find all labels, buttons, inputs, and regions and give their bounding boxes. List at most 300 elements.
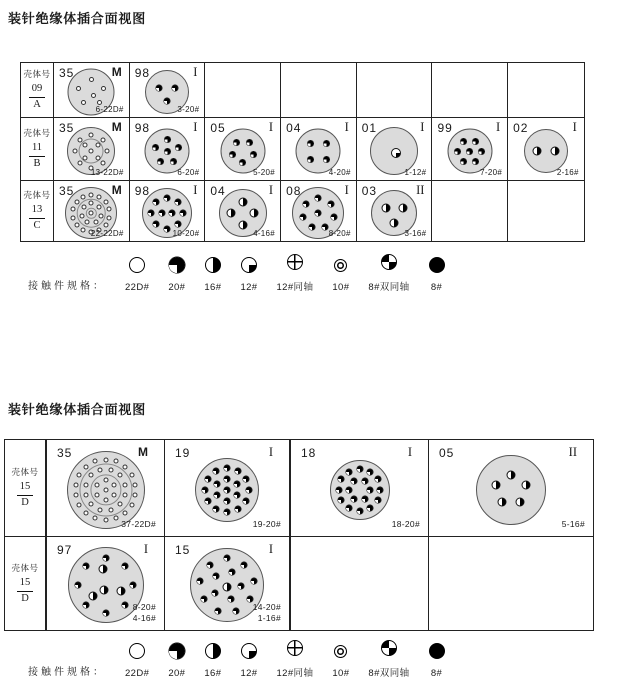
legend-label: 接触件规格： [28,281,106,292]
pin-p [205,476,211,482]
pin-o [89,77,94,82]
pin-o [118,473,123,478]
coax12-symbol-icon [287,254,303,270]
pin-p [346,505,352,511]
pin-o [85,220,90,225]
shell-label: 壳体号 [23,128,51,139]
pin-o [73,493,78,498]
pin-p [338,476,344,482]
pin-p [300,214,306,220]
empty-cell [432,63,508,118]
shell-number: 15 [17,577,34,592]
legend-item-label: 10# [332,282,350,293]
pin-o [95,155,100,160]
pin-o [123,493,128,498]
legend-item [125,643,149,679]
class-mark: M [111,183,122,197]
connector-cell [205,181,281,241]
pin-o [81,194,86,199]
connector-cell [429,440,593,537]
pin-o [112,482,117,487]
connector-cell [54,181,130,241]
pin-p [214,492,220,498]
insert-code: 05 [439,446,455,460]
legend-item [125,257,149,293]
pin-h [398,204,407,213]
pin-o [123,482,128,487]
legend-item-label: 8#双同轴 [368,668,410,679]
connector-cell [47,537,165,630]
pin-o [123,464,128,469]
pin-count-caption [404,168,426,178]
caption-line: 18-20# [391,518,420,529]
insert-code: 18 [301,446,317,460]
pin-o [89,133,94,138]
pin-p [336,487,342,493]
pin-count-caption [562,519,585,530]
pin-o [108,468,113,473]
insert-code: 03 [361,184,378,198]
insert-code: 98 [134,66,151,80]
pin-p [157,158,163,164]
connector-cell [205,118,281,181]
pin-p [235,506,241,512]
pin-p [103,555,109,561]
insert-code: 08 [286,184,302,198]
empty-cell [508,63,584,118]
pin-p [159,210,165,216]
pin-p [233,608,239,614]
coax12-symbol-icon [287,640,303,656]
pin-p [224,555,230,561]
dcoax8-symbol-icon [381,640,397,656]
pin-h [507,470,516,479]
pin-p [215,608,221,614]
pin-p [246,487,252,493]
legend-label: 接触件规格： [28,667,106,678]
pin-p [213,506,219,512]
legend-item-label: 22D# [125,282,150,293]
shell-header-cell [5,440,47,537]
pin-o [94,482,99,487]
pin-p [175,145,181,151]
s20-symbol-icon [169,257,185,273]
pin-p [224,465,230,471]
insert-code: 98 [134,121,151,135]
legend-item-label: 22D# [125,668,150,679]
shell-number-fraction [17,481,34,509]
caption-line: 7-20# [480,167,503,177]
insert-face-diagram [330,460,390,520]
pin-o [83,143,88,148]
pin-p [224,487,230,493]
pin-count-caption [253,168,275,178]
pin-p [212,590,218,596]
pin-h [117,587,126,596]
legend-item-label: 10# [332,668,350,679]
class-mark: M [111,65,122,79]
pin-p [309,224,315,230]
pin-o [100,138,105,143]
pin-count-caption [253,519,281,530]
shell-number-fraction [17,577,34,605]
insert-code: 98 [134,184,151,198]
pin-p [315,195,321,201]
shell-letter: D [21,497,29,508]
shell-number-fraction [29,142,45,170]
caption-line: 5-16# [561,518,585,529]
legend-item-label: 20# [168,668,186,679]
pin-p [243,498,249,504]
section2-title: 装针绝缘体插合面视图 [8,402,147,417]
shell-label: 壳体号 [11,467,39,478]
pin-count-caption [133,602,156,624]
pin-o [103,518,108,523]
pin-o [89,201,94,206]
pin-h [515,498,524,507]
pin-h [238,220,247,229]
pin-o [101,86,106,91]
pin-o [103,498,108,503]
pin-o [105,149,110,154]
pin-p [180,210,186,216]
shell-header-cell [21,118,54,181]
pin-p [75,582,81,588]
legend-item-label: 20# [168,282,186,293]
legend-item-label: 16# [204,668,222,679]
pin-o [88,502,93,507]
caption-line: 4-16# [132,612,156,623]
pin-o [83,482,88,487]
connector-cell [130,118,206,181]
pin-count-caption [173,229,200,239]
insert-code: 04 [210,184,226,198]
class-mark: II [568,445,577,459]
caption-line: 8-20# [328,228,351,238]
pin-p [213,573,219,579]
connector-cell [54,118,130,181]
pin-p [228,596,234,602]
pin-p [175,199,181,205]
pin-h [550,147,559,156]
caption-line: 6-20# [177,167,200,177]
pin-count-caption [177,168,199,178]
pin-p [148,210,154,216]
legend-item-label: 12# [240,668,258,679]
insert-table-2 [4,439,594,631]
pin-o [71,207,76,212]
insert-code: 35 [57,446,73,460]
legend-item-label: 8#双同轴 [368,282,410,293]
pin-p [214,481,220,487]
pin-o [77,138,82,143]
shell-letter: D [21,592,29,604]
class-mark: I [572,120,577,134]
pin-o [81,205,86,210]
s16-symbol-icon [205,257,221,273]
caption-line: 22-22D# [90,228,124,238]
pin-p [235,468,241,474]
pin-p [164,148,170,154]
pin-p [233,139,239,145]
pin-p [224,498,230,504]
pin-o [108,507,113,512]
pin-o [71,215,76,220]
insert-face-diagram [195,458,259,522]
connector-cell [130,63,206,118]
pin-o [79,213,84,218]
class-mark: I [268,183,274,197]
connector-cell [432,118,508,181]
pin-count-caption [177,105,199,115]
pin-o [83,155,88,160]
shell-number: 11 [29,142,45,157]
shell-header-cell [5,537,47,630]
pin-o [83,464,88,469]
pin-h [98,564,107,573]
pin-p [473,138,479,144]
pin-o [73,482,78,487]
shell-label: 壳体号 [23,69,51,80]
pin-p [367,487,373,493]
pin-o [103,457,108,462]
insert-code: 97 [57,543,73,557]
class-mark: I [193,65,198,79]
empty-cell [508,181,584,241]
pin-p [130,582,136,588]
class-mark: I [143,542,148,556]
legend-item [368,254,409,293]
pin-p [367,505,373,511]
legend-item-label: 8# [430,282,443,293]
pin-p [224,476,230,482]
pin-o [129,472,134,477]
pin-p [164,226,170,232]
pin-p [346,469,352,475]
pin-o [100,160,105,165]
pin-count-caption [96,105,124,115]
pin-o [95,143,100,148]
pin-o [74,222,79,227]
empty-cell [291,537,429,630]
caption-line: 6-22D# [95,104,124,114]
pin-p [473,159,479,165]
pin-o [93,516,98,521]
shell-header-cell [21,181,54,241]
pin-p [234,481,240,487]
pin-o [103,477,108,482]
legend-item [332,259,349,293]
insert-code: 35 [59,66,75,80]
pin-p [197,578,203,584]
s10-symbol-icon [334,259,347,272]
insert-code: 19 [175,446,191,460]
pin-count-caption [253,229,275,239]
empty-cell [432,181,508,241]
pin-p [357,508,363,514]
pin-p [308,156,314,162]
caption-line: 37-22D# [121,518,156,529]
insert-code: 35 [59,184,75,198]
pin-p [362,478,368,484]
class-mark: I [420,120,425,134]
class-mark: I [495,120,501,134]
pin-o [89,192,94,197]
pin-count-caption [91,229,124,239]
legend-item-label: 16# [204,282,222,293]
pin-p [164,195,170,201]
s10-symbol-icon [334,645,347,658]
contact-spec-legend-1 [28,254,445,293]
pin-count-caption [91,168,124,178]
pin-p [172,85,178,91]
pin-o [81,228,86,233]
class-mark: M [138,445,148,459]
empty-cell [357,63,433,118]
pin-o [103,199,108,204]
pin-p [351,478,357,484]
pin-p [251,578,257,584]
empty-cell [429,537,593,630]
pin-p [83,602,89,608]
s16-symbol-icon [205,643,221,659]
pin-o [98,468,103,473]
caption-line: 4-20# [328,167,351,177]
class-mark: I [193,120,198,134]
legend-item [368,640,409,679]
pin-o [133,482,138,487]
connector-cell [130,181,206,241]
pin-p [153,199,159,205]
pin-h [381,204,390,213]
pin-p [461,159,467,165]
insert-table-1 [20,62,585,242]
pin-p [207,562,213,568]
insert-code: 04 [286,121,302,135]
pin-p [153,145,159,151]
insert-code: 02 [513,121,529,135]
pin-o [89,149,94,154]
class-mark: I [407,445,412,459]
pin-o [113,459,118,464]
shell-label: 壳体号 [11,562,39,573]
caption-line: 8-20# [132,601,156,612]
pin-o [129,503,134,508]
legend-item [277,254,314,293]
pin-p [328,201,334,207]
pin-p [169,210,175,216]
pin-o [77,503,82,508]
pin-p [229,569,235,575]
shell-number-fraction [29,83,46,111]
connector-cell [281,181,357,241]
pin-p [308,141,314,147]
legend-item-label: 12# [240,282,258,293]
s20-symbol-icon [169,643,185,659]
pin-count-caption [329,168,351,178]
shell-number: 13 [29,204,46,219]
pin-p [229,152,235,158]
legend-item-label: 8# [430,668,443,679]
connector-cell [165,537,291,630]
pin-o [107,207,112,212]
pin-o [77,472,82,477]
s8-symbol-icon [429,643,445,659]
pin-p [224,509,230,515]
pin-o [77,160,82,165]
caption-line: 14-20# [252,601,281,612]
class-mark: I [193,183,198,197]
pin-o [91,93,96,98]
class-mark: I [344,183,349,197]
pin-count-caption [329,229,351,239]
pin-p [338,497,344,503]
pin-o [118,502,123,507]
pin-p [122,602,128,608]
pin-o [73,149,78,154]
pin-p [241,562,247,568]
pin-p [377,487,383,493]
insert-code: 01 [361,121,378,135]
pin-o [89,211,94,216]
pin-count-caption [557,168,579,178]
insert-face-diagram [67,451,145,529]
pin-o [107,215,112,220]
pin-p [351,496,357,502]
pin-o [98,507,103,512]
pin-o [93,220,98,225]
caption-line: 2-16# [556,167,579,177]
pin-p [83,563,89,569]
pin-p [367,469,373,475]
class-mark: I [344,120,349,134]
pin-p [171,158,177,164]
pin-p [243,476,249,482]
caption-line: 1-16# [257,612,281,623]
insert-code: 99 [437,121,453,135]
shell-number: 09 [29,83,46,98]
legend-item-label: 12#同轴 [276,668,314,679]
caption-line: 4-16# [253,228,276,238]
legend-item [204,257,221,293]
pin-h [521,481,530,490]
pin-p [461,138,467,144]
pin-h [498,498,507,507]
pin-o [83,511,88,516]
pin-p [331,214,337,220]
pin-p [479,148,485,154]
pin-o [97,194,102,199]
legend-item-label: 12#同轴 [276,282,314,293]
pin-count-caption [121,519,156,530]
pin-o [88,473,93,478]
connector-cell [357,118,433,181]
pin-p [375,476,381,482]
caption-line: 5-20# [253,167,276,177]
pin-p [455,148,461,154]
pin-o [76,86,81,91]
connector-cell [47,440,165,537]
connector-cell [281,118,357,181]
pin-o [99,213,104,218]
pin-q [391,148,401,158]
legend-item [277,640,314,679]
class-mark: I [268,120,274,134]
pin-count-caption [253,602,281,624]
pin-o [97,205,102,210]
pin-p [201,596,207,602]
shell-number-fraction [29,204,46,232]
